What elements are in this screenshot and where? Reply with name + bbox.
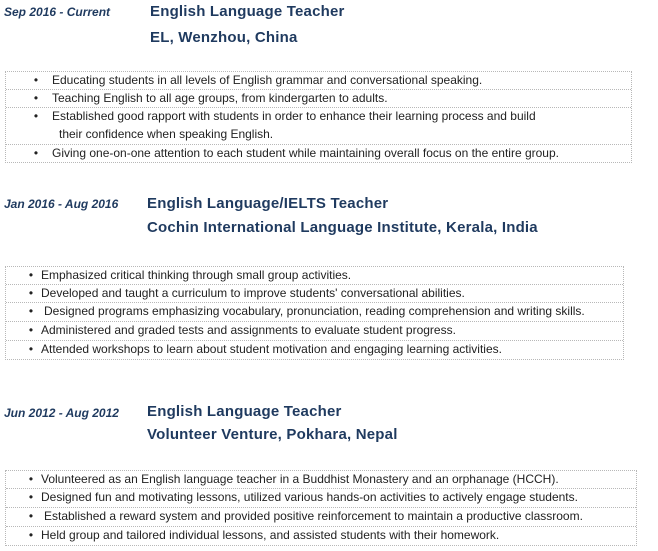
job-1-bullet-list xyxy=(5,71,632,163)
bullet-icon: • xyxy=(33,109,39,123)
bullet-icon: • xyxy=(28,323,34,337)
job-3-title: English Language Teacher xyxy=(147,403,342,420)
bullet-icon: • xyxy=(28,268,34,282)
job-3-organization: Volunteer Venture, Pokhara, Nepal xyxy=(147,426,398,443)
bullet-icon: • xyxy=(28,528,34,542)
list-item: • Attended workshops to learn about student motivation and engaging learning activities. xyxy=(6,341,623,359)
bullet-icon: • xyxy=(28,472,34,486)
job-2-bullet-list xyxy=(5,266,624,360)
job-1-date: Sep 2016 - Current xyxy=(4,5,111,19)
list-item: • Held group and tailored individual lessons, and assisted students with their homework. xyxy=(6,527,636,545)
bullet-icon: • xyxy=(33,91,39,105)
list-item: • Teaching English to all age groups, from kindergarten to adults. xyxy=(6,90,631,108)
list-item: • Educating students in all levels of English grammar and conversational speaking. xyxy=(6,72,631,90)
list-item: • Established a reward system and provided positive reinforcement to maintain a productive classroom. xyxy=(6,508,636,527)
list-item: • Designed programs emphasizing vocabulary, pronunciation, reading comprehension and writing skills. xyxy=(6,303,623,322)
job-3-date: Jun 2012 - Aug 2012 xyxy=(4,406,119,420)
job-1-title: English Language Teacher xyxy=(150,3,345,20)
list-item: • Giving one-on-one attention to each student while maintaining overall focus on the entire group. xyxy=(6,145,631,162)
job-3-bullet-list xyxy=(5,470,637,546)
list-item: • Developed and taught a curriculum to improve students' conversational abilities. xyxy=(6,285,623,303)
bullet-icon: • xyxy=(33,73,39,87)
list-item: • Designed fun and motivating lessons, utilized various hands-on activities to actively engage students. xyxy=(6,489,636,508)
bullet-icon: • xyxy=(28,509,34,523)
bullet-icon: • xyxy=(28,304,34,318)
list-item: • Volunteered as an English language teacher in a Buddhist Monastery and an orphanage (HCCH). xyxy=(6,471,636,489)
job-2-title: English Language/IELTS Teacher xyxy=(147,195,389,212)
bullet-icon: • xyxy=(28,286,34,300)
job-2-organization: Cochin International Language Institute, Kerala, India xyxy=(147,219,538,236)
bullet-icon: • xyxy=(33,146,39,160)
bullet-icon: • xyxy=(28,342,34,356)
job-1-organization: EL, Wenzhou, China xyxy=(150,29,298,46)
list-item: • Established good rapport with students in order to enhance their learning process and build their confidence when speaking English. xyxy=(6,108,631,145)
job-2-date: Jan 2016 - Aug 2016 xyxy=(4,197,119,211)
bullet-icon: • xyxy=(28,490,34,504)
list-item: • Administered and graded tests and assignments to evaluate student progress. xyxy=(6,322,623,341)
list-item: • Emphasized critical thinking through small group activities. xyxy=(6,267,623,285)
